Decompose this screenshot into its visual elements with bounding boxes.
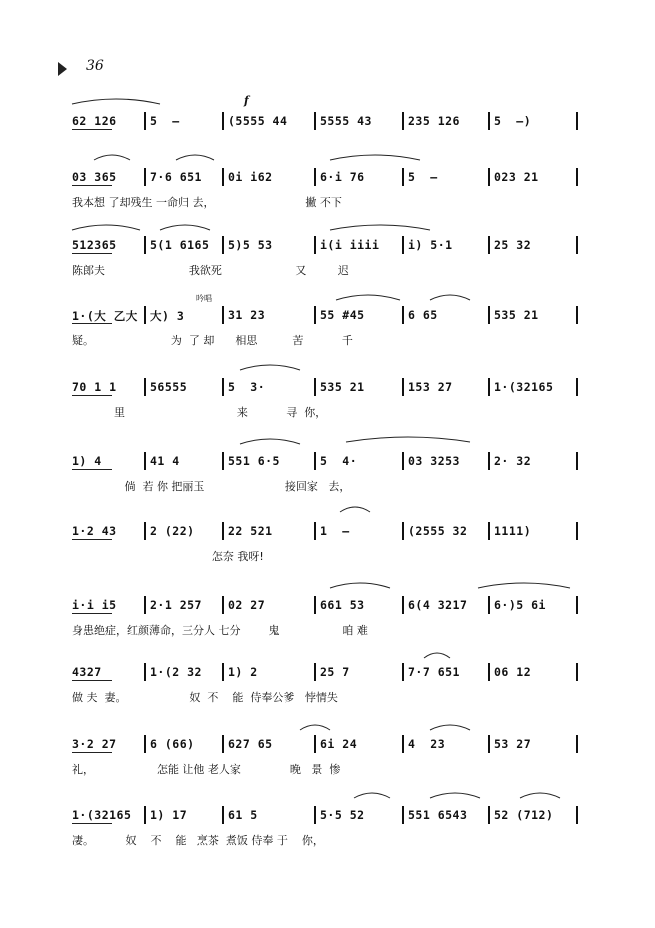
measure: 61 5: [228, 808, 258, 822]
measure: 0i i62: [228, 170, 273, 184]
measure: 535 21: [494, 308, 539, 322]
measure: 535 21: [320, 380, 365, 394]
lyrics-line: 凄。 奴 不 能 烹茶 煮饭 侍奉 于 你，: [72, 834, 324, 847]
measure: 023 21: [494, 170, 539, 184]
lyrics-line: 我本想 了却残生 一命归 去， 撇 不下: [72, 196, 342, 209]
measure: 1 –: [320, 524, 350, 538]
measure: 7·6 651: [150, 170, 202, 184]
measure: 5(1 6165: [150, 238, 210, 252]
measure: 512365: [72, 238, 117, 252]
measure: 06 12: [494, 665, 532, 679]
measure: 03 365: [72, 170, 117, 184]
measure: 1·(32165: [72, 808, 132, 822]
measure: 235 126: [408, 114, 460, 128]
measure: 2· 32: [494, 454, 532, 468]
slur-arc: [176, 155, 214, 160]
slur-arc: [430, 725, 470, 730]
measure: 6 (66): [150, 737, 195, 751]
measure: 大) 3: [150, 309, 185, 323]
measure: 22 521: [228, 524, 273, 538]
slur-arc: [424, 653, 450, 658]
measure: 03 3253: [408, 454, 460, 468]
slur-arc: [430, 793, 480, 798]
measure: 6i 24: [320, 737, 358, 751]
measure: 62 126: [72, 114, 117, 128]
lyrics-line: 身患绝症，红颜薄命，三分人 七分 鬼 咱 难: [72, 624, 368, 637]
measure: 5 –: [408, 170, 438, 184]
lyrics-line: 礼， 怎能 让他 老人家 晚 景 惨: [72, 763, 341, 776]
measure: 31 23: [228, 308, 266, 322]
measure: 55 #45: [320, 308, 365, 322]
lyrics-line: 陈郎夫 我欲死 又 迟: [72, 264, 349, 277]
measure: 6(4 3217: [408, 598, 468, 612]
slur-arc: [330, 225, 430, 230]
slur-arc: [478, 583, 570, 588]
measure: 56555: [150, 380, 188, 394]
lyrics-line: 怎奈 我呀!: [72, 550, 264, 563]
measure: 1) 17: [150, 808, 188, 822]
measure: i(i iiii: [320, 238, 380, 252]
measure: 4 23: [408, 737, 446, 751]
measure: 1·2 43: [72, 524, 117, 538]
slur-arc: [94, 155, 130, 160]
lyrics-line: 疑。 为 了 却 相思 苦 千: [72, 334, 353, 347]
measure: 2·1 257: [150, 598, 202, 612]
measure: 5 3·: [228, 380, 266, 394]
measure: 1·(2 32: [150, 665, 202, 679]
measure: 1·(32165: [494, 380, 554, 394]
measure: 52 (712): [494, 808, 554, 822]
measure: 5)5 53: [228, 238, 273, 252]
slur-arc: [72, 225, 140, 230]
measure: 1·(大 乙大: [72, 309, 138, 323]
measure: 7·7 651: [408, 665, 460, 679]
slur-arc: [346, 437, 470, 442]
slur-arc: [240, 439, 300, 444]
measure: 41 4: [150, 454, 180, 468]
slur-arc: [520, 793, 560, 798]
measure: 1111): [494, 524, 532, 538]
measure: 6·)5 6i: [494, 598, 546, 612]
measure: 1) 4: [72, 454, 102, 468]
measure: 2 (22): [150, 524, 195, 538]
slur-arc: [160, 225, 210, 230]
measure: 153 27: [408, 380, 453, 394]
measure: 70 1 1: [72, 380, 117, 394]
measure: 25 32: [494, 238, 532, 252]
measure: 5·5 52: [320, 808, 365, 822]
measure: 6·i 76: [320, 170, 365, 184]
measure: 5555 43: [320, 114, 372, 128]
lyrics-line: 里 来 寻 你，: [72, 406, 327, 419]
page-number: 36: [86, 58, 104, 74]
slur-arc: [240, 365, 300, 370]
measure: 551 6·5: [228, 454, 280, 468]
slur-arc: [354, 793, 390, 798]
measure: 5 –: [150, 114, 180, 128]
measure: i) 5·1: [408, 238, 453, 252]
measure: 6 65: [408, 308, 438, 322]
measure: 25 7: [320, 665, 350, 679]
lyrics-line: 做 夫 妻。 奴 不 能 侍奉公爹 悖情失: [72, 691, 338, 704]
measure: 5 4·: [320, 454, 358, 468]
slur-arc: [336, 295, 400, 300]
slur-arc: [72, 99, 160, 104]
measure: 53 27: [494, 737, 532, 751]
dynamic-marking: f: [244, 94, 249, 107]
measure: 661 53: [320, 598, 365, 612]
measure: 1) 2: [228, 665, 258, 679]
slur-arc: [330, 583, 390, 588]
measure: 5 –): [494, 114, 532, 128]
slur-arc: [340, 507, 370, 512]
measure: (5555 44: [228, 114, 288, 128]
slur-arc: [330, 155, 420, 160]
slur-arc: [430, 295, 470, 300]
measure: 551 6543: [408, 808, 468, 822]
measure: 3·2 27: [72, 737, 117, 751]
slur-arc: [300, 725, 330, 730]
measure: i·i i5: [72, 598, 117, 612]
measure: 627 65: [228, 737, 273, 751]
lyrics-line: 倘 若 你 把丽玉 接回家 去，: [72, 480, 351, 493]
measure: 4327: [72, 665, 102, 679]
measure: (2555 32: [408, 524, 468, 538]
measure: 02 27: [228, 598, 266, 612]
singing-style-annotation: 吟唱: [196, 294, 212, 303]
